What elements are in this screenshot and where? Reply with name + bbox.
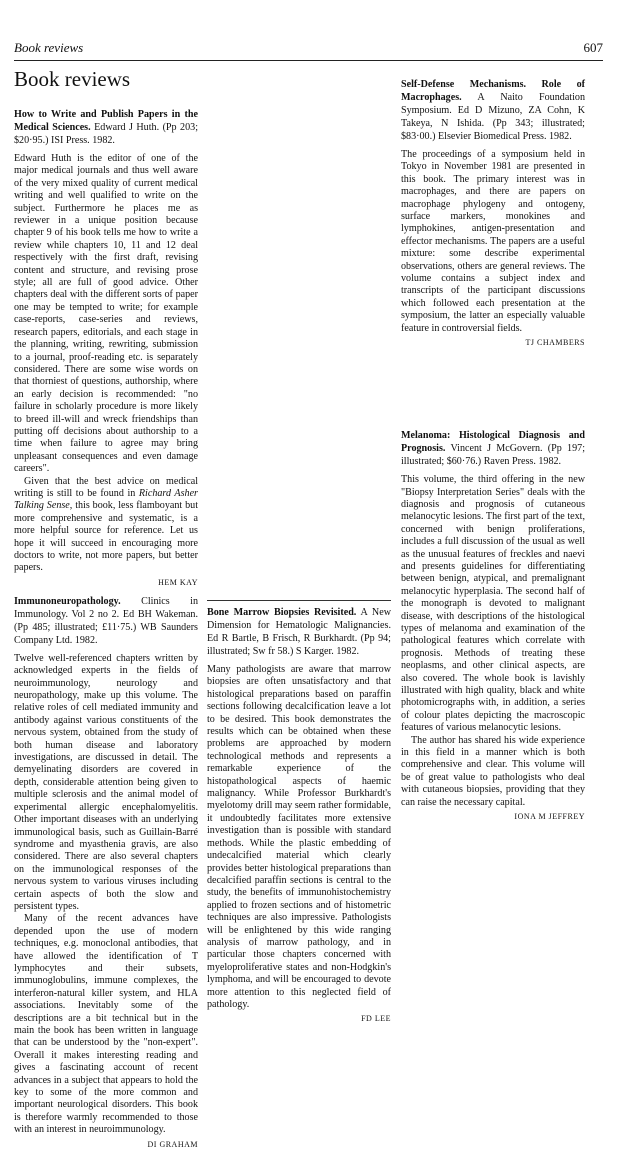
review-body	[14, 153, 198, 575]
review-header	[401, 78, 585, 143]
book-title: Bone Marrow Biopsies Revisited.	[207, 607, 357, 618]
review-body	[401, 474, 585, 809]
book-details: A New Dimension for Hematologic Malignancies. Ed R Bartle, B Frisch, R Burkhardt. (Pp 94; illustrated; Sw fr 58.) S Karger. 1982.	[207, 607, 391, 657]
text-run: Given that the best advice on medical writing is still to be found in	[14, 475, 198, 499]
book-details: A Naito Foundation Symposium. Ed D Mizuno, ZA Cohn, K Takeya, N Ishida. (Pp 343; illustrated; $83·00.) Elsevier Biomedical Press. 1982.	[401, 92, 585, 142]
reviewer-signature: DI GRAHAM	[147, 1139, 198, 1149]
header-rule	[14, 60, 603, 61]
book-title: How to Write and Publish Papers in the Medical Sciences.	[14, 109, 198, 133]
review-divider	[207, 600, 391, 601]
review-paragraph: Many of the recent advances have depended upon the use of modern techniques, e.g. monoclonal antibodies, that have allowed the identification of T lymphocytes and their subsets, immunoglobulins, immune complexes, the interferon-natural killer system, and HLA associations. Inevitably some of the descriptions are a bit technical but in the main the book has been written in language that can be understood by the "non-expert". Overall it makes interesting reading and gives a fascinating account of recent advances in a subject that appears to hold the key to some of the more common and important neurological disorders. This book is therefore warmly recommended to those with an interest in neuroimmunology.	[14, 913, 198, 1136]
review-melanoma	[401, 429, 585, 821]
reviewer-signature: IONA M JEFFREY	[514, 812, 585, 822]
review-bone-marrow	[207, 606, 391, 1023]
review-immunoneuropathology	[14, 595, 198, 1149]
review-paragraph: The author has shared his wide experience in this field in a manner which is both comprehensive and clear. This volume will be of great value to pathologists who deal with cutaneous biopsies, providing that they can raise the necessary capital.	[401, 734, 585, 808]
cited-book-title: Richard Asher Talking Sense,	[14, 487, 198, 512]
book-title: Immunoneuropathology.	[14, 595, 121, 607]
review-header	[207, 606, 391, 658]
review-paragraph	[14, 476, 198, 575]
review-header	[401, 429, 585, 468]
review-paragraph: Edward Huth is the editor of one of the major medical journals and thus well aware of the very mixed quality of current medical writing and well qualified to write on the subject. Furthermore he places me as reviewer in a unique position because chapter 9 of his book tells me how to write a review while chapters 10, 11 and 12 deal respectively with the first draft, revising content and structure, and revising prose style; all are full of good advice. Other chapters deal with the different sorts of paper one may be tempted to write; for example case-reports, case-series and reviews, research papers, editorials, and each stage in the planning, writing, rewriting, submission to a journal, proof-reading etc. is separately considered. There are some wise words on that thorniest of questions, authorship, where an early decision is recommended: "no failure in scholarly procedure is more likely to breed ill-will and wreck friendships than putting off decisions about authorship to a time when failure to agree may bring unpleasant consequences and even damage careers".	[14, 153, 198, 475]
review-body	[14, 653, 198, 1137]
page-heading: Book reviews	[14, 67, 131, 91]
column-1	[14, 108, 198, 1157]
reviewer-signature: FD LEE	[361, 1014, 391, 1024]
book-title: Melanoma: Histological Diagnosis and Prognosis.	[401, 430, 585, 455]
book-details: Clinics in Immunology. Vol 2 no 2. Ed BH Wakeman. (Pp 485; illustrated; £11·75.) WB Saunders Company Ltd. 1982.	[14, 595, 198, 646]
review-header	[14, 108, 198, 147]
review-paragraph: Twelve well-referenced chapters written by acknowledged experts in the fields of neuroimmunology, neurology and neuropathology, make up this volume. The relative roles of cell mediated immunity and antibody against various constituents of the nervous system, obtained from the study of both human disease and laboratory investigations, are discussed in detail. The demyelinating disorders are covered in depth, considerable attention being given to multiple sclerosis and the animal model of experimental allergic encephalomyelitis. Other important diseases with an underlying immunological basis, such as Guillain-Barré syndrome and myasthenia gravis, are also considered. There are also several chapters on the immunological responses of the nervous system to various viruses including certain aspects of both the slow and persistent types.	[14, 652, 198, 912]
column-3	[401, 78, 585, 829]
text-run: this book, less flamboyant but more comprehensive and systematic, is a more helpful source for reference. Let us hope it will succeed in encouraging more doctors to write, not more papers, but better papers.	[14, 500, 199, 574]
review-huth	[14, 108, 198, 587]
book-title: Self-Defense Mechanisms. Role of Macrophages.	[401, 79, 585, 103]
reviewer-signature: TJ CHAMBERS	[525, 338, 585, 348]
review-paragraph: Many pathologists are aware that marrow biopsies are often unsatisfactory and that histological preparations based on paraffin sections following decalcification leave a lot to be desired. This book demonstrates the results which can be obtained when these problems are approached by modern technological methods and represents a remarkable experience of the histopathological aspects of haemic malignancy. While Professor Burkhardt's myelotomy drill may seem rather formidable, it undoubtedly facilitates more extensive investigation than is possible with standard methods. While the plastic embedding of undecalcified material which clearly provides better histological preparations than decalcified paraffin sections is central to the study, the benefits of immunohistochemistry applied to frozen sections and of histometric techniques are also impressive. Pathologists will be enlightened by this wide ranging analysis of marrow pathology, and in particular those chapters concerned with myeloproliferative states and non-Hodgkin's lymphoma, and will be encouraged to devote more attention to this neglected field of pathology.	[207, 664, 391, 1010]
book-details: Edward J Huth. (Pp 203; $20·95.) ISI Press. 1982.	[14, 122, 199, 146]
review-paragraph: This volume, the third offering in the new "Biopsy Interpretation Series" deals with the diagnosis and prognosis of cutaneous melanocytic lesions. The first part of the text, concerned with benign proliferations, includes a full discussion of the usual as well as the unusual features of freckles and naevi and presents guidelines for differentiating between benign, atypical, and premalignant melanocytic hyperplasia. The second half of the monograph is devoted to malignant disease, with descriptions of the histological types of melanoma and examination of the pathological features which correlate with prognosis. Methods of treating these neoplasms, and other clinical aspects, are also covered. The whole book is lavishly illustrated with high quality, black and white photomicrographs with, in addition, a series of colour plates depicting the macroscopic features of various melanocytic lesions.	[401, 474, 585, 734]
section-name: Book reviews	[14, 40, 84, 55]
review-macrophages	[401, 78, 585, 347]
review-paragraph: The proceedings of a symposium held in Tokyo in November 1981 are presented in this book. The primary interest was in macrophages, and there are papers on macrophage phylogeny and ontogeny, surface markers, monokines and lymphokines, antigen-presentation and effector mechanisms. The papers are a useful mixture: some describe experimental observations, others are general reviews. The volume contains a subject index and transcripts of the participant discussions which followed each presentation at the symposium, the latter an especially valuable feature in controversial fields.	[401, 149, 585, 334]
review-body	[401, 149, 585, 335]
column-2	[207, 600, 391, 1031]
page-number: 607	[583, 40, 603, 55]
reviewer-signature: HEM KAY	[158, 577, 198, 587]
book-details: Vincent J McGovern. (Pp 197; illustrated; $60·76.) Raven Press. 1982.	[401, 443, 585, 468]
running-head	[14, 40, 603, 58]
review-body	[207, 664, 391, 1011]
review-header	[14, 595, 198, 647]
